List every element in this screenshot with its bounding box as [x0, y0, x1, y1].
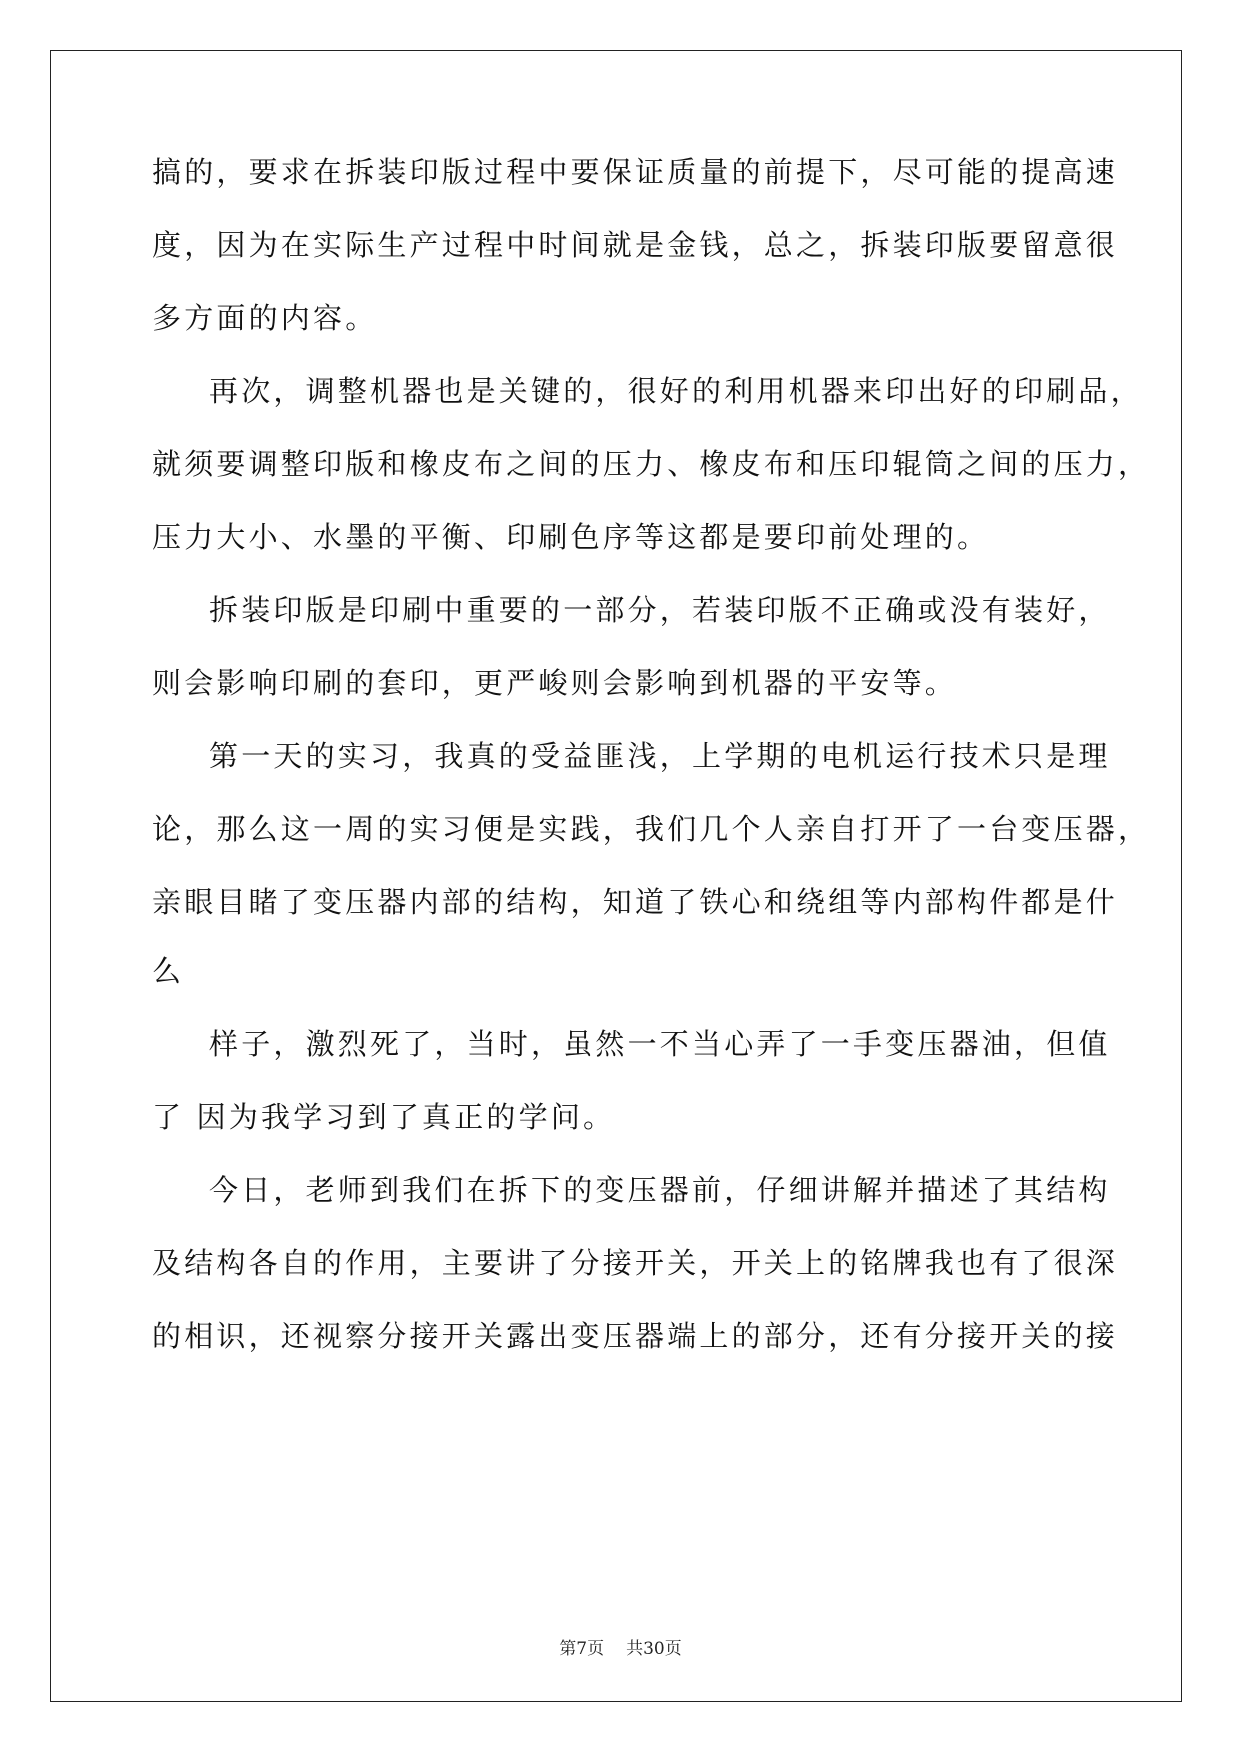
page-number: 第7页	[559, 1639, 605, 1659]
text-line: 的相识，还视察分接开关露出变压器端上的部分，还有分接开关的接	[152, 1319, 1119, 1353]
text-line: 压力大小、水墨的平衡、印刷色序等这都是要印前处理的。	[152, 520, 990, 554]
text-line: 度，因为在实际生产过程中时间就是金钱，总之，拆装印版要留意很	[152, 228, 1119, 262]
paragraph-start-line: 拆装印版是印刷中重要的一部分，若装印版不正确或没有装好，	[209, 593, 1111, 627]
text-line: 就须要调整印版和橡皮布之间的压力、橡皮布和压印辊筒之间的压力，	[152, 447, 1151, 481]
paragraph-start-line: 第一天的实习，我真的受益匪浅，上学期的电机运行技术只是理	[209, 739, 1111, 773]
text-line: 么	[152, 954, 185, 988]
page-footer	[0, 1634, 1241, 1659]
text-line: 搞的，要求在拆装印版过程中要保证质量的前提下，尽可能的提高速	[152, 155, 1119, 189]
text-line: 及结构各自的作用，主要讲了分接开关，开关上的铭牌我也有了很深	[152, 1246, 1119, 1280]
paragraph-start-line: 样子，激烈死了，当时，虽然一不当心弄了一手变压器油，但值	[209, 1027, 1111, 1061]
text-line: 多方面的内容。	[152, 301, 378, 335]
text-line: 则会影响印刷的套印，更严峻则会影响到机器的平安等。	[152, 666, 958, 700]
text-line: 论，那么这一周的实习便是实践，我们几个人亲自打开了一台变压器，	[152, 812, 1151, 846]
text-line: 了 因为我学习到了真正的学问。	[152, 1100, 616, 1134]
paragraph-start-line: 今日，老师到我们在拆下的变压器前，仔细讲解并描述了其结构	[209, 1173, 1111, 1207]
text-line: 亲眼目睹了变压器内部的结构，知道了铁心和绕组等内部构件都是什	[152, 885, 1119, 919]
paragraph-start-line: 再次，调整机器也是关键的，很好的利用机器来印出好的印刷品，	[209, 374, 1143, 408]
page-total: 共30页	[626, 1639, 682, 1659]
